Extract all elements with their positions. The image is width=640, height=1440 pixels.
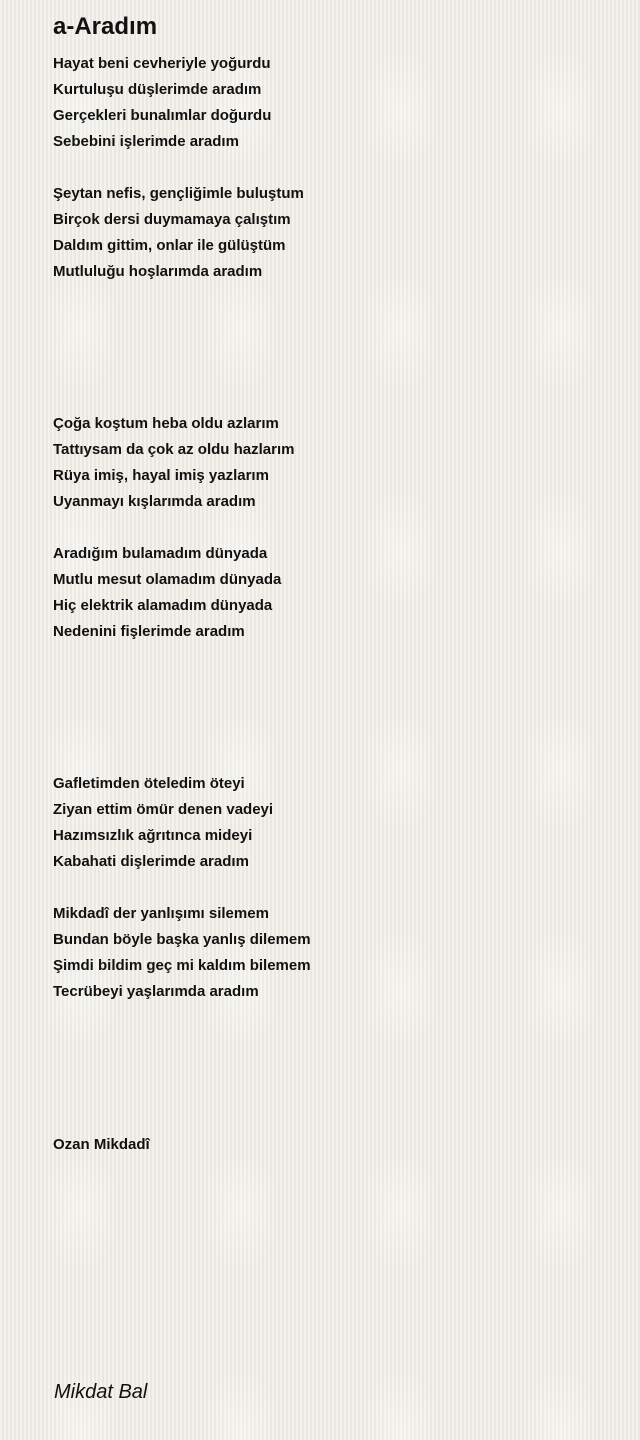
poem-line: Birçok dersi duymamaya çalıştım	[53, 211, 291, 228]
poem-line: Şeytan nefis, gençliğimle buluştum	[53, 185, 304, 202]
poem-line: Ziyan ettim ömür denen vadeyi	[53, 801, 274, 818]
poem-line: Gafletimden öteledim öteyi	[53, 775, 245, 792]
poem-line: Hazımsızlık ağrıtınca mideyi	[53, 827, 253, 844]
poem-line: Nedenini fişlerimde aradım	[53, 623, 245, 640]
poet-signature: Mikdat Bal	[54, 1381, 148, 1403]
stanza-5	[53, 771, 273, 875]
poem-line: Şimdi bildim geç mi kaldım bilemem	[53, 957, 311, 974]
poem-line: Mutlu mesut olamadım dünyada	[53, 571, 282, 588]
stanza-4	[53, 541, 281, 645]
poem-line: Rüya imiş, hayal imiş yazlarım	[53, 467, 269, 484]
poem-line: Sebebini işlerimde aradım	[53, 133, 239, 150]
poem-line: Hayat beni cevheriyle yoğurdu	[53, 55, 271, 72]
poem-line: Tecrübeyi yaşlarımda aradım	[53, 983, 259, 1000]
poem-line: Uyanmayı kışlarımda aradım	[53, 493, 256, 510]
stanza-1	[53, 51, 271, 155]
stanza-6	[53, 901, 311, 1005]
poem-author: Ozan Mikdadî	[53, 1136, 150, 1153]
poem-line: Hiç elektrik alamadım dünyada	[53, 597, 273, 614]
poem-line: Kurtuluşu düşlerimde aradım	[53, 81, 262, 98]
poem-line: Mikdadî der yanlışımı silemem	[53, 905, 269, 922]
stanza-2	[53, 181, 304, 285]
poem-line: Tattıysam da çok az oldu hazlarım	[53, 441, 295, 458]
poem-title: a-Aradım	[53, 13, 158, 40]
poem-line: Daldım gittim, onlar ile gülüştüm	[53, 237, 286, 254]
poem-line: Kabahati dişlerimde aradım	[53, 853, 249, 870]
poem-line: Mutluluğu hoşlarımda aradım	[53, 263, 263, 280]
poem-line: Gerçekleri bunalımlar doğurdu	[53, 107, 272, 124]
poem-line: Aradığım bulamadım dünyada	[53, 545, 268, 562]
poem-line: Bundan böyle başka yanlış dilemem	[53, 931, 311, 948]
poem-line: Çoğa koştum heba oldu azlarım	[53, 415, 279, 432]
stanza-3	[53, 411, 294, 515]
